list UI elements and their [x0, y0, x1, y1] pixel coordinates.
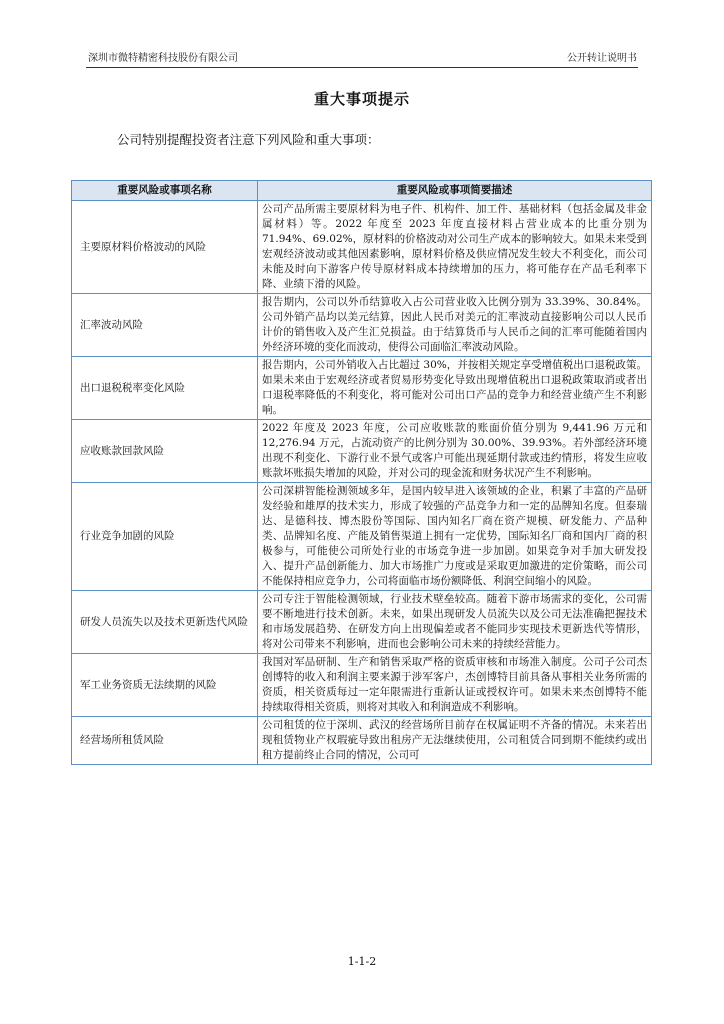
column-header-risk-name: 重要风险或事项名称 [72, 181, 258, 201]
risk-description-cell: 2022 年度及 2023 年度，公司应收账款的账面价值分别为 9,441.96 万元和 12,276.94 万元，占流动资产的比例分别为 30.00%、39.93%。若外部经济环境出现不利变化、下游行业不景气或客户可能出现延期付款或违约情形，将发生应收账款坏账损失增加的风险，并对公司的现金流和财务状况产生不利影响。 [258, 420, 652, 483]
risk-description-cell: 报告期内，公司外销收入占比超过 30%，并按相关规定享受增值税出口退税政策。如果未来由于宏观经济或者贸易形势变化导致出现增值税出口退税政策取消或者出口退税率降低的不利变化，将可能对公司出口产品的竞争力和经营业绩产生不利影响。 [258, 357, 652, 420]
risk-table-header-row [72, 181, 652, 201]
risk-name-cell: 行业竞争加剧的风险 [72, 483, 258, 591]
risk-description-cell: 报告期内，公司以外币结算收入占公司营业收入比例分别为 33.39%、30.84%。公司外销产品均以美元结算，因此人民币对美元的汇率波动直接影响公司以人民币计价的销售收入及产生汇兑损益。由于结算货币与人民币之间的汇率可能随着国内外经济环境的变化而波动，使得公司面临汇率波动风险。 [258, 294, 652, 357]
risk-description-cell: 我国对军品研制、生产和销售采取严格的资质审核和市场准入制度。公司子公司杰创博特的收入和利润主要来源于涉军客户，杰创博特目前具备从事相关业务所需的资质，相关资质每过一定年限需进行重新认证或授权许可。如果未来杰创博特不能持续取得相关资质，则将对其收入和利润造成不利影响。 [258, 654, 652, 717]
table-row [72, 717, 652, 765]
column-header-risk-description: 重要风险或事项简要描述 [258, 181, 652, 201]
risk-description-cell: 公司专注于智能检测领域，行业技术壁垒较高。随着下游市场需求的变化，公司需要不断地进行技术创新。未来，如果出现研发人员流失以及公司无法准确把握技术和市场发展趋势、在研发方向上出现偏差或者不能同步实现技术更新迭代等情形，将对公司带来不利影响，进而也会影响公司未来的持续经营能力。 [258, 591, 652, 654]
table-row [72, 294, 652, 357]
page-header [88, 49, 637, 65]
header-document-type: 公开转让说明书 [567, 53, 637, 64]
risk-description-cell: 公司产品所需主要原材料为电子件、机构件、加工件、基础材料（包括金属及非金属材料）等。2022 年度至 2023 年度直接材料占营业成本的比重分别为 71.94%、69.02%，原材料的价格波动对公司生产成本的影响较大。如果未来受到宏观经济波动或其他因素影响，原材料价格及供应情况发生较大不利变化，而公司未能及时向下游客户传导原材料成本持续增加的压力，将可能存在产品毛利率下降、业绩下滑的风险。 [258, 201, 652, 294]
risk-description-cell: 公司租赁的位于深圳、武汉的经营场所目前存在权属证明不齐备的情况。未来若出现租赁物业产权瑕疵导致出租房产无法继续使用，公司租赁合同到期不能续约或出租方提前终止合同的情况，公司可 [258, 717, 652, 765]
header-company-name: 深圳市微特精密科技股份有限公司 [88, 53, 238, 64]
risk-name-cell: 应收账款回款风险 [72, 420, 258, 483]
risk-name-cell: 出口退税税率变化风险 [72, 357, 258, 420]
intro-paragraph: 公司特别提醒投资者注意下列风险和重大事项： [117, 132, 380, 147]
risk-description-cell: 公司深耕智能检测领域多年，是国内较早进入该领域的企业，积累了丰富的产品研发经验和雄厚的技术实力，形成了较强的产品竞争力和一定的品牌知名度。但泰瑞达、是德科技、博杰股份等国际、国内知名厂商在资产规模、研发能力、产品种类、品牌知名度、产能及销售渠道上拥有一定优势，国际知名厂商和国内厂商的积极参与，可能使公司所处行业的市场竞争进一步加剧。如果竞争对手加大研发投入、提升产品创新能力、加大市场推广力度或是采取更加激进的定价策略，而公司不能保持相应竞争力，公司将面临市场份额降低、利润空间缩小的风险。 [258, 483, 652, 591]
risk-name-cell: 军工业务资质无法续期的风险 [72, 654, 258, 717]
risk-table [71, 180, 652, 765]
risk-name-cell: 经营场所租赁风险 [72, 717, 258, 765]
page-number: 1-1-2 [347, 955, 377, 968]
page-title: 重大事项提示 [313, 90, 410, 108]
table-row [72, 201, 652, 294]
table-row [72, 420, 652, 483]
table-row [72, 483, 652, 591]
table-row [72, 654, 652, 717]
table-row [72, 357, 652, 420]
table-row [72, 591, 652, 654]
risk-name-cell: 主要原材料价格波动的风险 [72, 201, 258, 294]
header-divider [86, 67, 638, 68]
risk-name-cell: 汇率波动风险 [72, 294, 258, 357]
risk-name-cell: 研发人员流失以及技术更新迭代风险 [72, 591, 258, 654]
